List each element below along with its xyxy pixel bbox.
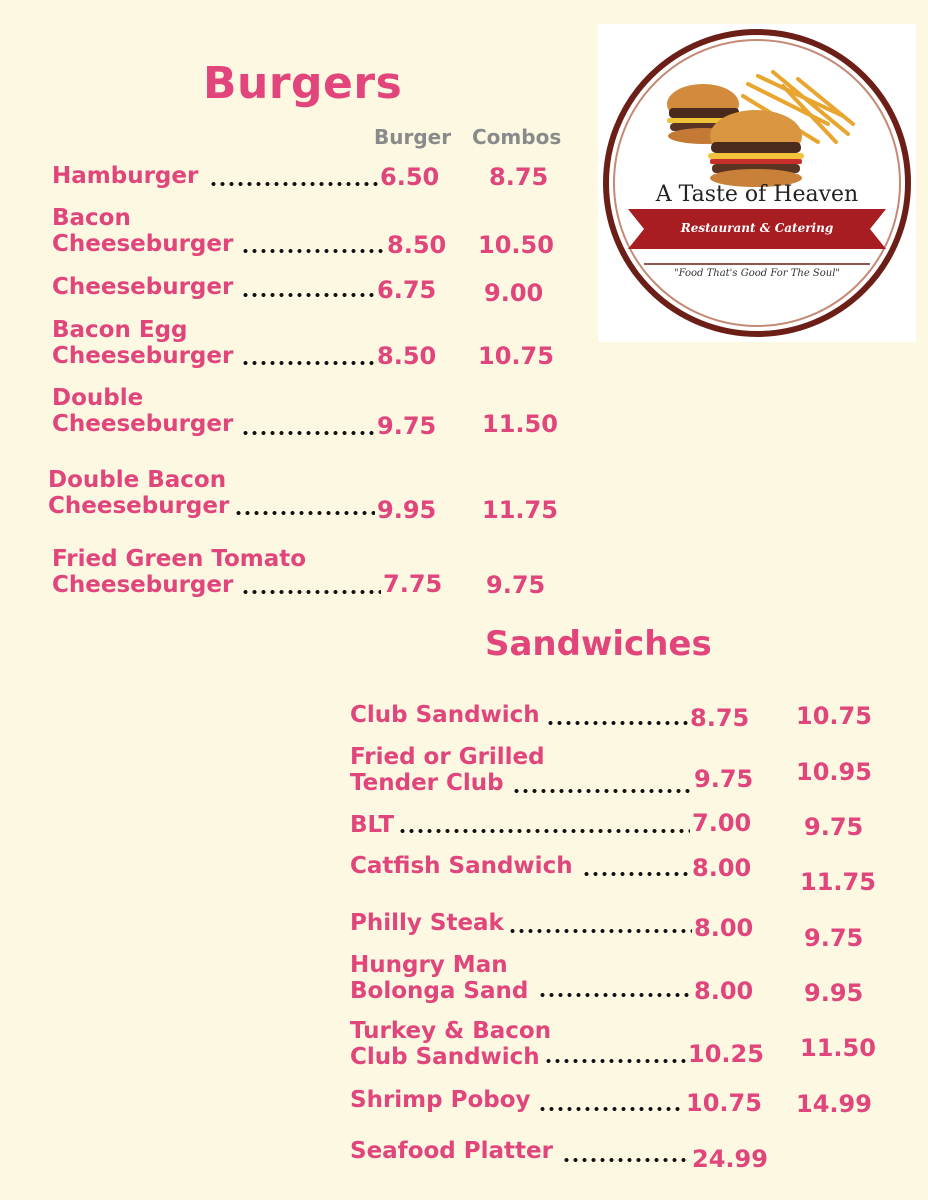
- sandwich-price: 8.00: [694, 914, 754, 942]
- combo-price: 9.75: [804, 924, 864, 952]
- dot-leader: [241, 360, 375, 366]
- item-name: Bacon Egg: [52, 317, 188, 343]
- dot-leader: [512, 788, 692, 794]
- dot-leader: [241, 589, 381, 595]
- burger-price: 8.50: [377, 342, 437, 370]
- burger-price: 8.50: [387, 231, 447, 259]
- dot-leader: [538, 992, 692, 998]
- item-name: Fried Green Tomato: [52, 546, 307, 572]
- item-name-line2: Club Sandwich: [350, 1044, 540, 1070]
- sandwich-price: 24.99: [692, 1145, 768, 1173]
- sandwich-price: 9.75: [694, 765, 754, 793]
- combo-price: 11.75: [800, 868, 876, 896]
- combo-price: 11.50: [800, 1034, 876, 1062]
- item-name-line2: Cheeseburger: [52, 231, 234, 257]
- restaurant-logo: [598, 24, 916, 342]
- dot-leader: [209, 181, 379, 187]
- dot-leader: [241, 292, 375, 298]
- combo-price: 8.75: [489, 163, 549, 191]
- dot-leader: [544, 1058, 686, 1064]
- dot-leader: [398, 828, 690, 834]
- combo-price: 11.75: [482, 496, 558, 524]
- sandwiches-heading: Sandwiches: [485, 624, 712, 664]
- item-name: Cheeseburger: [52, 274, 234, 300]
- item-name-line2: Bolonga Sand: [350, 978, 529, 1004]
- dot-leader: [562, 1157, 690, 1163]
- dot-leader: [582, 871, 690, 877]
- item-name: Hamburger: [52, 163, 199, 189]
- combo-price: 9.75: [804, 813, 864, 841]
- logo-tagline: "Food That's Good For The Soul": [673, 268, 841, 279]
- sandwich-price: 8.00: [694, 977, 754, 1005]
- dot-leader: [538, 1106, 684, 1112]
- dot-leader: [241, 248, 385, 254]
- dot-leader: [546, 720, 688, 726]
- dot-leader: [234, 510, 375, 516]
- dot-leader: [241, 430, 377, 436]
- item-name-line2: Tender Club: [350, 770, 504, 796]
- dot-leader: [508, 928, 692, 934]
- combo-price: 11.50: [482, 410, 558, 438]
- item-name: BLT: [350, 812, 395, 838]
- item-name: Bacon: [52, 205, 131, 231]
- sandwich-price: 10.25: [688, 1040, 764, 1068]
- combo-price: 10.50: [478, 231, 554, 259]
- combo-price: 9.75: [486, 571, 546, 599]
- sandwich-price: 7.00: [692, 809, 752, 837]
- item-name-line2: Cheeseburger: [48, 493, 230, 519]
- burger-price: 9.95: [377, 496, 437, 524]
- burger-icon: [708, 110, 804, 187]
- item-name: Seafood Platter: [350, 1138, 553, 1164]
- logo-restaurant-name: A Taste of Heaven: [655, 182, 859, 207]
- item-name-line2: Cheeseburger: [52, 343, 234, 369]
- item-name: Hungry Man: [350, 952, 508, 978]
- burgers-heading: Burgers: [203, 58, 403, 109]
- item-name: Philly Steak: [350, 910, 504, 936]
- item-name: Club Sandwich: [350, 702, 540, 728]
- combo-price: 14.99: [796, 1090, 872, 1118]
- combo-price: 9.95: [804, 979, 864, 1007]
- burger-price: 7.75: [383, 570, 443, 598]
- item-name: Fried or Grilled: [350, 744, 545, 770]
- combo-price: 10.75: [478, 342, 554, 370]
- combos-column-header: Combos: [472, 125, 562, 149]
- logo-subtitle: Restaurant & Catering: [680, 221, 834, 235]
- sandwich-price: 8.00: [692, 854, 752, 882]
- item-name-line2: Cheeseburger: [52, 572, 234, 598]
- item-name: Double: [52, 385, 144, 411]
- item-name: Turkey & Bacon: [350, 1018, 552, 1044]
- burger-price: 9.75: [377, 412, 437, 440]
- combo-price: 10.95: [796, 758, 872, 786]
- burger-price: 6.50: [380, 163, 440, 191]
- combo-price: 10.75: [796, 702, 872, 730]
- combo-price: 9.00: [484, 279, 544, 307]
- burger-column-header: Burger: [374, 125, 452, 149]
- item-name: Double Bacon: [48, 467, 227, 493]
- item-name: Catfish Sandwich: [350, 853, 573, 879]
- sandwich-price: 8.75: [690, 704, 750, 732]
- item-name-line2: Cheeseburger: [52, 411, 234, 437]
- burger-price: 6.75: [377, 276, 437, 304]
- sandwich-price: 10.75: [686, 1089, 762, 1117]
- item-name: Shrimp Poboy: [350, 1087, 531, 1113]
